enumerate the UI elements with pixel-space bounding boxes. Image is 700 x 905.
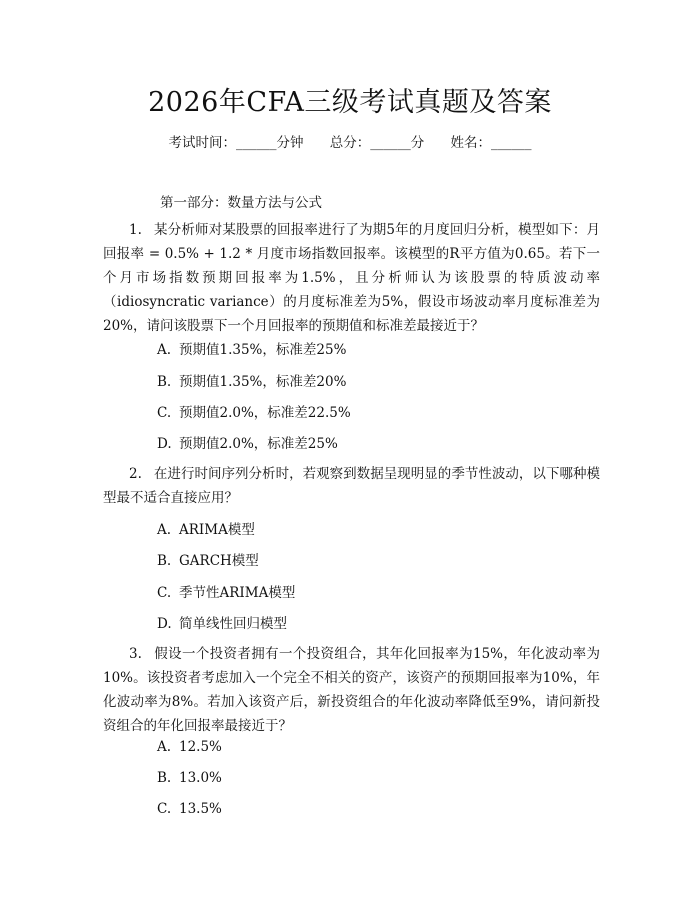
option-2d: [157, 612, 287, 632]
option-3a: [157, 739, 222, 755]
exam-name: 姓名：______: [450, 135, 532, 151]
option-text: 预期值1.35%，标准差20%: [179, 374, 347, 390]
option-2c: [157, 581, 295, 601]
option-1d: [157, 432, 338, 452]
section-title: 第一部分：数量方法与公式: [160, 195, 322, 211]
option-text: 简单线性回归模型: [179, 616, 287, 632]
option-text: GARCH模型: [179, 553, 259, 569]
option-letter: B.: [157, 374, 172, 390]
option-letter: C.: [157, 801, 172, 817]
option-letter: D.: [157, 436, 172, 452]
page-title: 2026年CFA三级考试真题及答案: [148, 87, 552, 118]
option-2b: [157, 549, 259, 569]
exam-score: 总分：______分: [329, 135, 425, 151]
option-1a: [157, 338, 346, 358]
question-2: [103, 462, 600, 510]
question-number: 2.: [129, 466, 142, 482]
option-letter: A.: [157, 522, 172, 538]
exam-time: 考试时间：______分钟: [168, 135, 304, 151]
option-letter: D.: [157, 616, 172, 632]
option-1b: [157, 370, 346, 390]
option-letter: A.: [157, 342, 172, 358]
option-letter: B.: [157, 553, 172, 569]
question-text: 在进行时间序列分析时，若观察到数据呈现明显的季节性波动，以下哪种模型最不适合直接应用？: [103, 466, 600, 506]
option-text: 13.0%: [179, 770, 222, 786]
question-number: 1.: [129, 222, 142, 238]
option-text: 预期值2.0%，标准差22.5%: [179, 405, 351, 421]
option-1c: [157, 401, 351, 421]
option-letter: B.: [157, 770, 172, 786]
question-text: 假设一个投资者拥有一个投资组合，其年化回报率为15%，年化波动率为10%。该投资者考虑加入一个完全不相关的资产，该资产的预期回报率为10%，年化波动率为8%。若加入该资产后，新投资组合的年化波动率降低至9%，请问新投资组合的年化回报率最接近于？: [103, 646, 600, 734]
option-text: 季节性ARIMA模型: [179, 585, 296, 601]
question-1: [103, 218, 600, 338]
option-letter: C.: [157, 405, 172, 421]
question-number: 3.: [129, 646, 142, 662]
option-text: 预期值2.0%，标准差25%: [179, 436, 338, 452]
exam-meta: [0, 131, 700, 151]
option-text: 预期值1.35%，标准差25%: [179, 342, 347, 358]
question-text: 某分析师对某股票的回报率进行了为期5年的月度回归分析，模型如下：月回报率 = 0.5% + 1.2 * 月度市场指数回报率。该模型的R平方值为0.65。若下一个月市场指数预期回报率为1.5%，且分析师认为该股票的特质波动率（idiosyncratic variance）的月度标准差为5%，假设市场波动率月度标准差为20%，请问该股票下一个月回报率的预期值和标准差最接近于？: [103, 222, 600, 334]
option-3b: [157, 770, 222, 786]
option-text: 13.5%: [179, 801, 222, 817]
question-3: [103, 642, 600, 738]
option-letter: A.: [157, 739, 172, 755]
option-text: 12.5%: [179, 739, 222, 755]
option-2a: [157, 518, 255, 538]
option-text: ARIMA模型: [179, 522, 255, 538]
option-letter: C.: [157, 585, 172, 601]
option-3c: [157, 801, 222, 817]
